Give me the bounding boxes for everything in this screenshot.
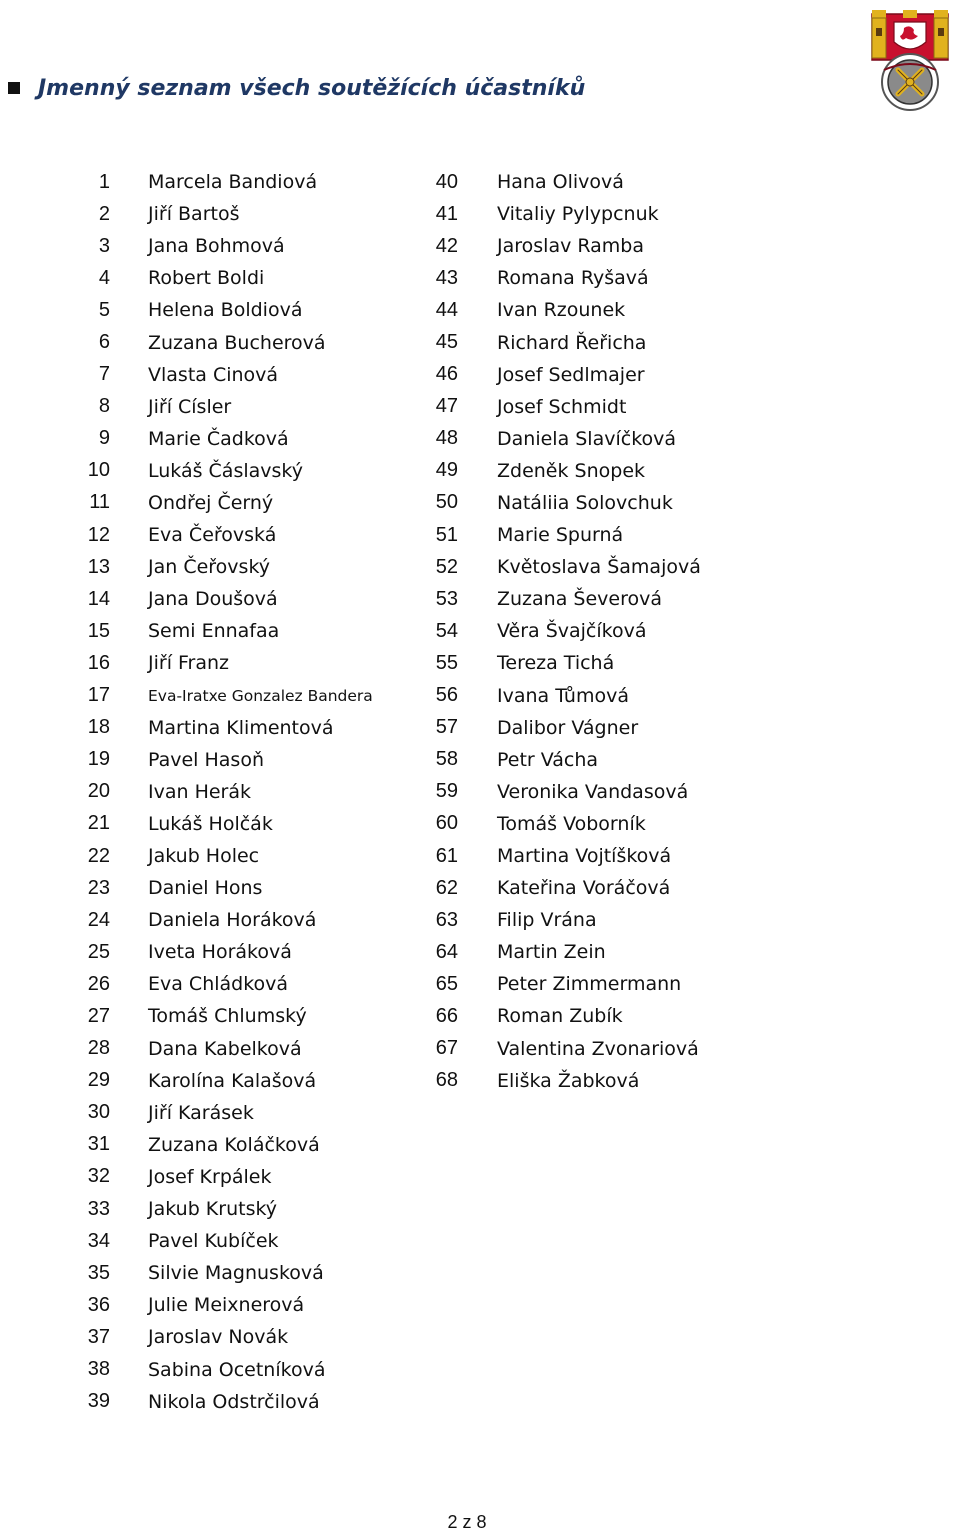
participant-number: 50 [435, 491, 458, 514]
participant-name: Eva Chládková [148, 973, 289, 996]
participant-row [60, 391, 373, 423]
participant-name: Natáliia Solovchuk [497, 491, 673, 514]
participant-row [60, 1321, 373, 1353]
participant-number: 45 [435, 331, 458, 354]
participant-row [410, 936, 701, 968]
participant-row [60, 1000, 373, 1032]
participant-number: 22 [87, 844, 110, 867]
participant-name: Daniel Hons [148, 877, 263, 900]
square-bullet-icon [8, 82, 20, 94]
participant-row [60, 198, 373, 230]
participant-name: Nikola Odstrčilová [148, 1390, 320, 1413]
participant-name: Silvie Magnusková [148, 1262, 324, 1285]
participant-number: 31 [87, 1133, 110, 1156]
participant-number: 5 [98, 298, 110, 321]
participant-number: 26 [87, 972, 110, 995]
participant-row [60, 1353, 373, 1385]
participant-row [410, 1000, 701, 1032]
participant-number: 34 [87, 1229, 110, 1252]
participant-number: 63 [435, 908, 458, 931]
participant-row [60, 904, 373, 936]
participant-number: 11 [89, 491, 110, 514]
participant-name: Julie Meixnerová [148, 1294, 305, 1317]
participant-number: 36 [87, 1293, 110, 1316]
participant-number: 41 [435, 202, 458, 225]
participant-row [410, 551, 701, 583]
participant-number: 2 [98, 202, 110, 225]
participant-number: 35 [87, 1261, 110, 1284]
participant-name: Zuzana Koláčková [148, 1133, 320, 1156]
participant-number: 51 [435, 523, 458, 546]
participant-row [60, 744, 373, 776]
participant-name: Tereza Tichá [497, 652, 615, 675]
participant-name: Jan Čeřovský [148, 556, 271, 579]
participant-row [410, 840, 701, 872]
participant-row [410, 744, 701, 776]
participant-name: Jiří Bartoš [148, 203, 240, 226]
participant-name: Martin Zein [497, 941, 606, 964]
participant-name: Lukáš Holčák [148, 812, 273, 835]
participant-name: Eva Čeřovská [148, 524, 277, 547]
participant-row [60, 519, 373, 551]
participant-name: Jiří Císler [148, 395, 232, 418]
participant-name: Richard Řeřicha [497, 331, 647, 354]
participant-row [60, 1225, 373, 1257]
participant-row [60, 423, 373, 455]
participant-number: 47 [435, 395, 458, 418]
page-heading [8, 72, 585, 104]
participant-name: Tomáš Chlumský [148, 1005, 307, 1028]
participant-row [60, 1386, 373, 1418]
participant-number: 9 [98, 427, 110, 450]
participant-row [60, 583, 373, 615]
participant-row [60, 615, 373, 647]
participant-row [410, 262, 701, 294]
participant-row [60, 1065, 373, 1097]
participant-number: 8 [98, 395, 110, 418]
participant-number: 10 [87, 459, 110, 482]
participant-name: Ivana Tůmová [497, 684, 629, 707]
participant-name: Robert Boldi [148, 267, 265, 290]
participant-row [410, 359, 701, 391]
participant-row [60, 326, 373, 358]
participant-row [60, 776, 373, 808]
participant-row [60, 294, 373, 326]
participant-row [60, 1257, 373, 1289]
page-number: 2 z 8 [447, 1512, 487, 1532]
participant-name: Ivan Herák [148, 780, 252, 803]
participant-row [60, 551, 373, 583]
participant-name: Dalibor Vágner [497, 716, 639, 739]
participant-row [60, 1161, 373, 1193]
participant-number: 66 [435, 1004, 458, 1027]
participant-name: Jakub Krutský [148, 1198, 278, 1221]
participant-row [60, 487, 373, 519]
participant-name: Jana Bohmová [148, 235, 285, 258]
participant-row [410, 423, 701, 455]
participant-name: Pavel Kubíček [148, 1230, 279, 1253]
participant-number: 38 [87, 1358, 110, 1381]
participant-row [410, 198, 701, 230]
participant-number: 67 [435, 1037, 458, 1060]
participant-row [60, 1033, 373, 1065]
participant-row [410, 872, 701, 904]
participant-number: 57 [435, 716, 458, 739]
participant-name: Jiří Franz [148, 652, 230, 675]
participant-row [60, 680, 373, 712]
participant-number: 59 [435, 780, 458, 803]
participant-number: 62 [435, 876, 458, 899]
participant-number: 25 [87, 940, 110, 963]
participant-name: Josef Sedlmajer [497, 363, 645, 386]
participant-number: 52 [435, 555, 458, 578]
participant-name: Petr Vácha [497, 748, 599, 771]
participant-name: Filip Vrána [497, 909, 597, 932]
participant-row [410, 647, 701, 679]
participant-row [60, 872, 373, 904]
participant-number: 21 [87, 812, 110, 835]
participant-name: Zuzana Bucherová [148, 331, 326, 354]
participant-row [60, 1129, 373, 1161]
participant-name: Romana Ryšavá [497, 267, 649, 290]
participant-number: 13 [87, 555, 110, 578]
participant-name: Martina Vojtíšková [497, 845, 672, 868]
participant-row [410, 326, 701, 358]
participant-number: 14 [87, 587, 110, 610]
participant-row [60, 359, 373, 391]
participant-number: 42 [435, 234, 458, 257]
participant-name: Josef Schmidt [497, 395, 627, 418]
participant-number: 68 [435, 1069, 458, 1092]
participant-name: Daniela Horáková [148, 909, 317, 932]
participant-number: 58 [435, 748, 458, 771]
participant-name: Zdeněk Snopek [497, 459, 646, 482]
participant-row [60, 647, 373, 679]
participant-number: 44 [435, 298, 458, 321]
participant-row [410, 230, 701, 262]
participant-name: Roman Zubík [497, 1005, 623, 1028]
participant-number: 64 [435, 940, 458, 963]
participant-name: Ondřej Černý [148, 491, 274, 514]
participant-name: Vitaliy Pylypcnuk [497, 203, 659, 226]
participant-row [60, 1193, 373, 1225]
participant-number: 7 [98, 363, 110, 386]
participant-number: 48 [435, 427, 458, 450]
participant-number: 4 [98, 266, 110, 289]
participant-name: Lukáš Čáslavský [148, 459, 303, 482]
participant-row [410, 776, 701, 808]
participant-row [410, 1033, 701, 1065]
participant-row [60, 808, 373, 840]
participants-column-left [60, 166, 373, 1418]
participant-name: Eliška Žabková [497, 1069, 640, 1092]
participant-number: 53 [435, 587, 458, 610]
heading-title: Jmenný seznam všech soutěžících účastníků [38, 75, 586, 101]
participant-name: Dana Kabelková [148, 1037, 302, 1060]
participant-name: Kateřina Voráčová [497, 877, 671, 900]
participant-number: 1 [98, 170, 110, 193]
participant-row [60, 230, 373, 262]
participant-name: Martina Klimentová [148, 716, 334, 739]
participant-number: 54 [435, 619, 458, 642]
participant-name: Semi Ennafaa [148, 620, 280, 643]
participant-row [60, 968, 373, 1000]
participant-number: 19 [87, 748, 110, 771]
participant-row [60, 262, 373, 294]
participant-name: Tomáš Voborník [497, 812, 646, 835]
participant-number: 43 [435, 266, 458, 289]
participant-number: 12 [87, 523, 110, 546]
participant-row [410, 968, 701, 1000]
participant-name: Peter Zimmermann [497, 973, 682, 996]
city-coat-of-arms-icon [864, 8, 956, 112]
participant-number: 3 [98, 234, 110, 257]
participant-name: Karolína Kalašová [148, 1069, 317, 1092]
participant-row [410, 712, 701, 744]
participants-column-right [410, 166, 701, 1097]
participant-number: 37 [87, 1325, 110, 1348]
participant-name: Helena Boldiová [148, 299, 303, 322]
participant-name: Marie Čadková [148, 427, 289, 450]
participant-number: 23 [87, 876, 110, 899]
participant-name: Jaroslav Ramba [497, 235, 645, 258]
participant-number: 33 [87, 1197, 110, 1220]
participant-name: Jaroslav Novák [148, 1326, 289, 1349]
participant-row [60, 1289, 373, 1321]
participant-row [60, 712, 373, 744]
participant-name: Věra Švajčíková [497, 620, 647, 643]
participant-row [410, 904, 701, 936]
participant-name: Jiří Karásek [148, 1101, 254, 1124]
participant-name: Marie Spurná [497, 524, 624, 547]
participant-name: Květoslava Šamajová [497, 556, 701, 579]
participant-number: 27 [87, 1004, 110, 1027]
participant-number: 65 [435, 972, 458, 995]
participant-row [60, 1097, 373, 1129]
participant-name: Sabina Ocetníková [148, 1358, 326, 1381]
participant-number: 29 [87, 1069, 110, 1092]
participant-name: Zuzana Ševerová [497, 588, 662, 611]
participant-number: 28 [87, 1037, 110, 1060]
participant-name: Ivan Rzounek [497, 299, 626, 322]
participant-number: 17 [87, 684, 110, 707]
participant-row [410, 166, 701, 198]
participant-row [410, 583, 701, 615]
participant-name: Jana Doušová [148, 588, 278, 611]
participant-name: Iveta Horáková [148, 941, 292, 964]
participant-row [410, 1065, 701, 1097]
participant-row [410, 808, 701, 840]
participant-number: 20 [87, 780, 110, 803]
participant-name: Josef Krpálek [148, 1165, 272, 1188]
participant-number: 15 [87, 619, 110, 642]
participant-row [410, 455, 701, 487]
participant-number: 61 [435, 844, 458, 867]
participant-number: 60 [435, 812, 458, 835]
participant-name: Veronika Vandasová [497, 780, 689, 803]
participant-name: Valentina Zvonariová [497, 1037, 699, 1060]
participant-number: 6 [98, 331, 110, 354]
participant-name: Eva-Iratxe Gonzalez Bandera [148, 686, 373, 705]
participant-number: 49 [435, 459, 458, 482]
participant-number: 32 [87, 1165, 110, 1188]
participant-number: 39 [87, 1390, 110, 1413]
participant-name: Marcela Bandiová [148, 171, 318, 194]
participant-number: 24 [87, 908, 110, 931]
participant-name: Pavel Hasoň [148, 748, 264, 771]
participant-row [60, 936, 373, 968]
participant-number: 56 [435, 684, 458, 707]
participant-row [60, 166, 373, 198]
participant-name: Hana Olivová [497, 171, 624, 194]
participant-name: Jakub Holec [148, 845, 260, 868]
participant-row [410, 487, 701, 519]
participant-row [410, 391, 701, 423]
participant-name: Daniela Slavíčková [497, 427, 677, 450]
participant-number: 16 [87, 651, 110, 674]
participant-row [410, 615, 701, 647]
participant-number: 18 [87, 716, 110, 739]
participant-row [410, 680, 701, 712]
page-footer [0, 1512, 960, 1533]
participant-number: 46 [435, 363, 458, 386]
participant-row [410, 294, 701, 326]
participant-row [60, 840, 373, 872]
participant-row [60, 455, 373, 487]
participant-row [410, 519, 701, 551]
participant-number: 40 [435, 170, 458, 193]
participant-number: 55 [435, 651, 458, 674]
participant-number: 30 [87, 1101, 110, 1124]
participant-name: Vlasta Cinová [148, 363, 279, 386]
